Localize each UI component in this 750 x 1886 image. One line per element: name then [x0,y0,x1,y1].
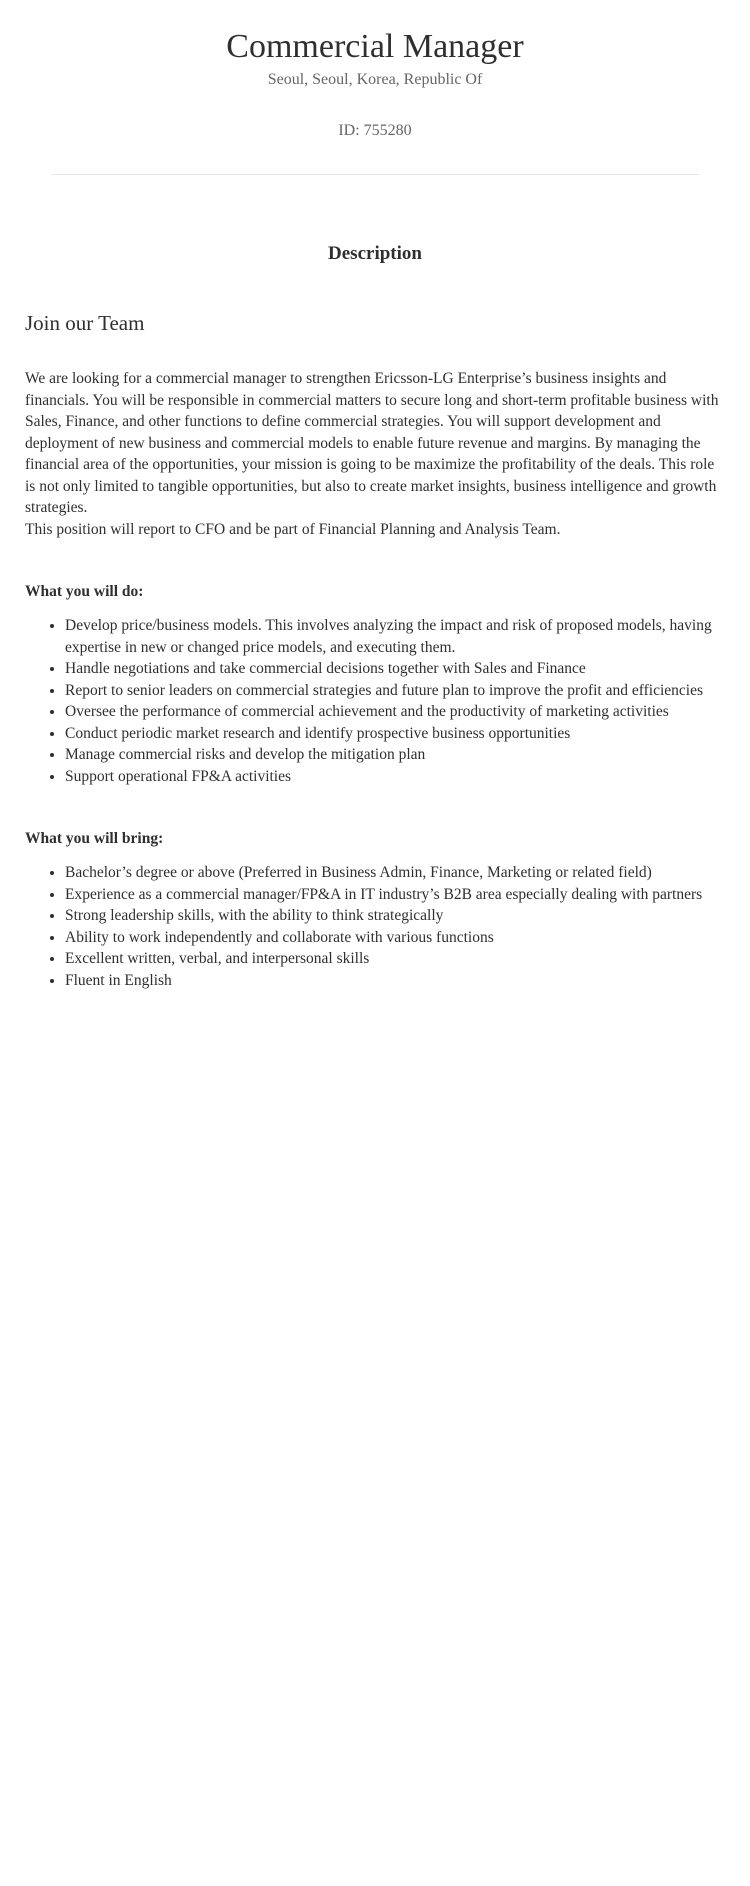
intro-paragraph: We are looking for a commercial manager to strengthen Ericsson-LG Enterprise’s business insights and financials. You will be responsible in commercial matters to secure long and short-term profitable business with Sales, Finance, and other functions to define commercial strategies. You will support development and deployment of new business and commercial models to enable future revenue and margins. By managing the financial area of the opportunities, your mission is going to be maximize the profitability of the deals. This role is not only limited to tangible opportunities, but also to create market insights, business intelligence and growth strategies. [25,370,719,516]
list-item: • Bachelor’s degree or above (Preferred in Business Admin, Finance, Marketing or related field) [65,862,725,884]
list-item: • Strong leadership skills, with the ability to think strategically [65,905,725,927]
list-item: • Conduct periodic market research and identify prospective business opportunities [65,723,725,745]
job-id: ID: 755280 [338,122,412,139]
list-item: • Support operational FP&A activities [65,766,725,788]
join-team-heading: Join our Team [25,311,145,335]
list-item: • Develop price/business models. This involves analyzing the impact and risk of proposed models, having expertise in new or changed price models, and executing them. [65,615,725,658]
list-item: • Experience as a commercial manager/FP&A in IT industry’s B2B area especially dealing with partners [65,884,725,906]
intro-text [25,368,725,540]
list-item: • Ability to work independently and collaborate with various functions [65,927,725,949]
list-item: • Report to senior leaders on commercial strategies and future plan to improve the profit and efficiencies [65,680,725,702]
list-item: • Excellent written, verbal, and interpersonal skills [65,948,725,970]
list-item: • Oversee the performance of commercial achievement and the productivity of marketing activities [65,701,725,723]
list-item: • Fluent in English [65,970,725,992]
job-description [0,310,750,991]
job-location: Seoul, Seoul, Korea, Republic Of [267,71,483,88]
what-you-will-bring-list [25,862,725,991]
intro-paragraph: This position will report to CFO and be part of Financial Planning and Analysis Team. [25,520,561,538]
description-section-title: Description [328,243,422,264]
list-item: • Manage commercial risks and develop the mitigation plan [65,744,725,766]
what-you-will-bring-heading: What you will bring: [25,830,164,847]
what-you-will-do-list [25,615,725,787]
job-title: Commercial Manager [226,28,524,65]
list-item: • Handle negotiations and take commercial decisions together with Sales and Finance [65,658,725,680]
what-you-will-do-heading: What you will do: [25,583,144,600]
job-header [0,0,750,141]
